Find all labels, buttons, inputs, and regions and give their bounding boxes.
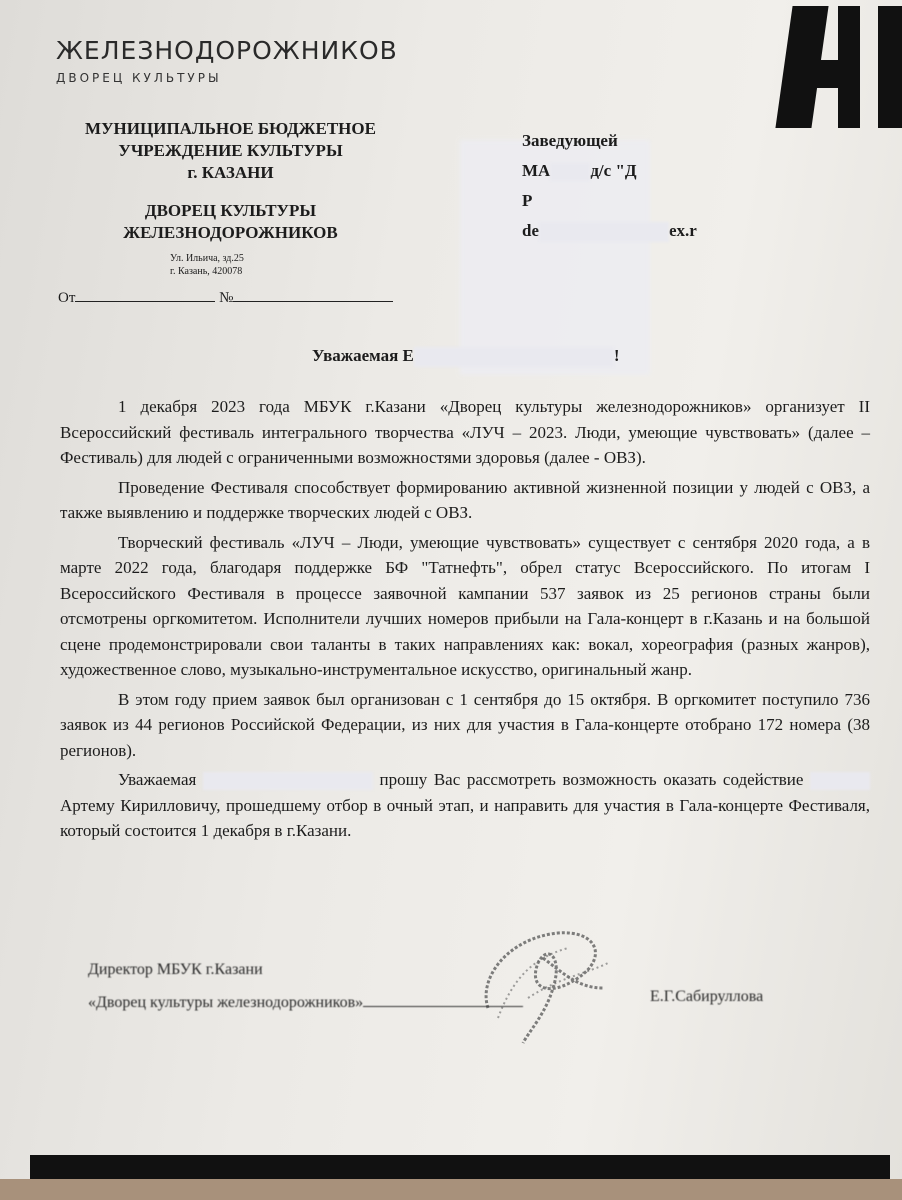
signer-name: Е.Г.Сабируллова <box>650 988 764 1005</box>
number-label: № <box>219 290 234 306</box>
signature-line <box>363 1006 523 1007</box>
redaction <box>539 222 669 242</box>
org-line: УЧРЕЖДЕНИЕ КУЛЬТУРЫ <box>118 141 343 160</box>
body-paragraph: 1 декабря 2023 года МБУК г.Казани «Дворец культуры железнодорожников» организует II Всероссийский фестиваль интегрального творчества «ЛУЧ – 2023. Люди, умеющие чувствовать» (далее – Фестиваль) для людей с ограниченными возможностями здоровья (далее - ОВЗ). <box>60 397 870 467</box>
body-paragraph: Творческий фестиваль «ЛУЧ – Люди, умеющие чувствовать» существует с сентября 2020 года, а в марте 2022 года, благодаря поддержке БФ "Татнефть", обрел статус Всероссийского. По итогам I Всероссийского Фестиваля в процессе заявочной кампании 537 заявок из 25 регионов страны были отсмотрены оргкомитетом. Исполнители лучших номеров прибыли на Гала-концерт в г.Казань и на большой сцене продемонстрировали свои таланты в таких направлениях как: вокал, хореография (разных жанров), художественное слово, музыкально-инструментальное искусство, оригинальный жанр. <box>60 532 870 679</box>
redaction <box>203 772 373 790</box>
organization-address <box>170 252 320 278</box>
letterhead-logo <box>56 36 398 85</box>
recipient-text: de <box>522 221 539 240</box>
bottom-border <box>30 1155 890 1179</box>
body-paragraph <box>60 767 870 844</box>
request-text: Артему Кирилловичу, прошедшему отбор в очный этап, и направить для участия в Гала-концерте Фестиваля, который состоится 1 декабря в г.Казани. <box>60 795 870 840</box>
address-city: г. Казань, 420078 <box>170 266 243 277</box>
signature-position: Директор МБУК г.Казани <box>88 961 263 978</box>
redaction <box>414 347 614 367</box>
request-text: Уважаемая <box>118 770 197 789</box>
logo-subtitle: ДВОРЕЦ КУЛЬТУРЫ <box>56 71 222 85</box>
background-surface <box>0 1179 902 1200</box>
from-label: От <box>58 290 76 306</box>
redaction <box>550 163 590 181</box>
salutation-text: ! <box>613 346 620 365</box>
body-paragraph: Проведение Фестиваля способствует формированию активной жизненной позиции у людей с ОВЗ, а также выявлению и поддержке творческих людей с ОВЗ. <box>60 477 870 522</box>
recipient-text: д/с "Д <box>590 161 637 180</box>
address-street: Ул. Ильича, зд.25 <box>170 253 244 264</box>
organization-name <box>58 200 403 244</box>
organization-title <box>58 118 403 184</box>
date-blank <box>75 301 215 302</box>
signature-org-text: «Дворец культуры железнодорожников» <box>88 994 364 1011</box>
brand-mark-icon <box>784 0 902 135</box>
logo-title: ЖЕЛЕЗНОДОРОЖНИКОВ <box>56 36 398 65</box>
recipient-block <box>522 126 697 246</box>
org-line: МУНИЦИПАЛЬНОЕ БЮДЖЕТНОЕ <box>85 119 376 138</box>
org-name-line: ЖЕЛЕЗНОДОРОЖНИКОВ <box>123 223 338 242</box>
signature-block <box>88 953 523 1019</box>
recipient-text: Р <box>522 191 533 210</box>
signature-organization <box>88 986 523 1019</box>
recipient-title: Заведующей <box>522 131 618 150</box>
org-name-line: ДВОРЕЦ КУЛЬТУРЫ <box>144 201 317 220</box>
recipient-text: ex.r <box>669 221 697 240</box>
recipient-line <box>522 216 697 246</box>
org-line: г. КАЗАНИ <box>187 163 274 182</box>
body-paragraph: В этом году прием заявок был организован с 1 сентября до 15 октября. В оргкомитет поступило 736 заявок из 44 регионов Российской Федерации, из них для участия в Гала-концерте отобрано 172 номера (38 регионов). <box>60 689 870 760</box>
recipient-line <box>522 186 697 216</box>
request-text: прошу Вас рассмотреть возможность оказать содействие <box>379 770 804 789</box>
recipient-text: МА <box>522 161 551 180</box>
letter-body <box>60 394 870 848</box>
salutation <box>312 346 620 367</box>
recipient-line <box>522 156 697 186</box>
number-blank <box>233 301 393 302</box>
redaction <box>810 772 870 790</box>
outgoing-number-field <box>58 290 393 307</box>
salutation-text: Уважаемая Е <box>312 346 414 365</box>
